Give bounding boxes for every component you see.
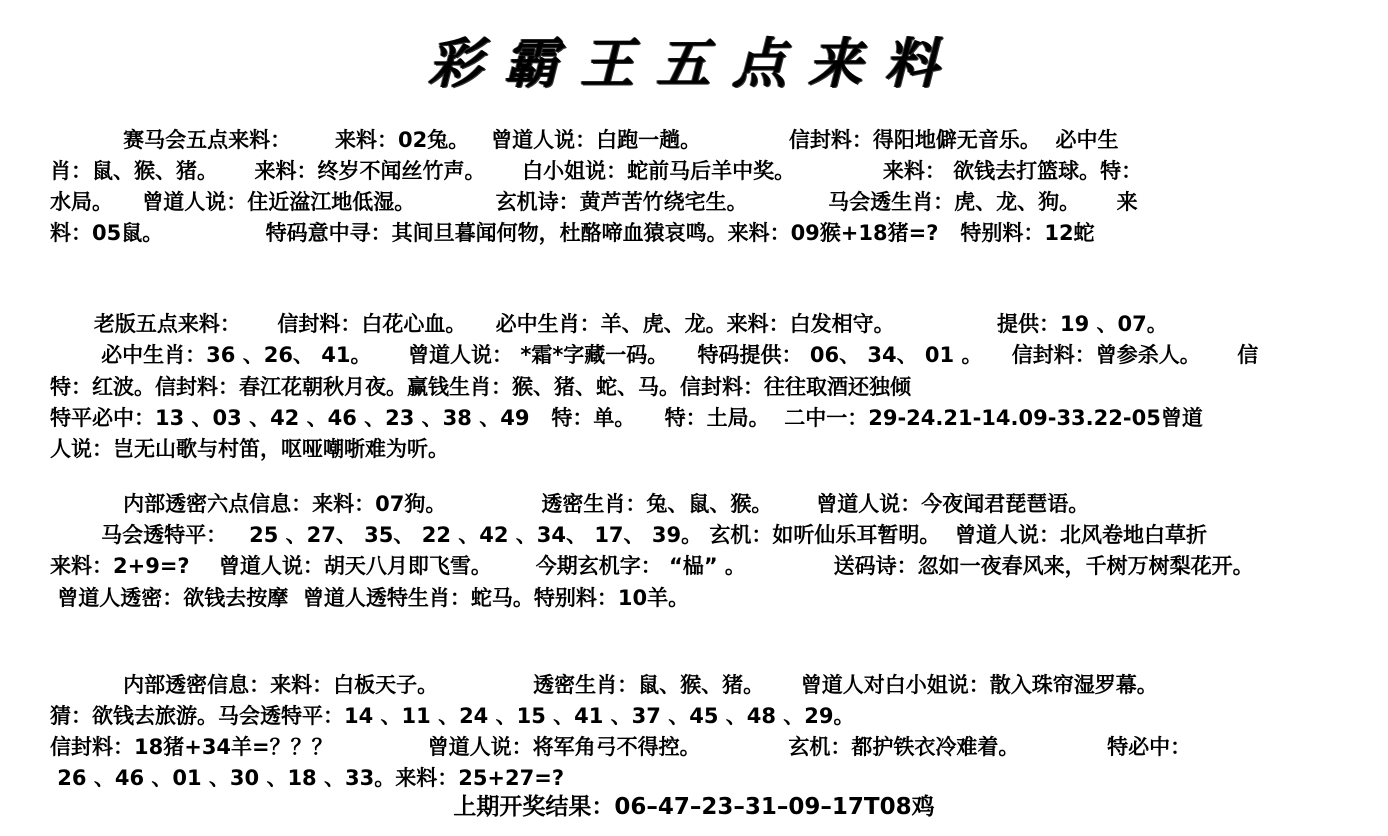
text-line: 料：05鼠。 特码意中寻：其间旦暮闻何物，杜酪啼血猿哀鸣。来料：09猴+18猪=? 特别料：12蛇 (50, 221, 1095, 245)
last-draw-result: 上期开奖结果：06–47–23–31–09–17T08鸡 (453, 794, 935, 820)
page-title: 彩霸王五点来料 (428, 31, 960, 95)
text-line: 信封料：18猪+34羊=？？？ 曾道人说：将军角弓不得控。 玄机：都护铁衣冷难着。 特必中： (50, 735, 1192, 759)
text-line: 水局。 曾道人说：住近湓江地低湿。 玄机诗：黄芦苦竹绕宅生。 马会透生肖：虎、龙、狗。 来 (50, 190, 1138, 214)
text-line: 赛马会五点来料： 来料：02兔。 曾道人说：白跑一趟。 信封料：得阳地僻无音乐。 必中生 (50, 128, 1119, 152)
text-line: 特平必中：13 、03 、42 、46 、23 、38 、49 特：单。 特：土局。 二中一：29-24.21-14.09-33.22-05曾道 (50, 406, 1203, 430)
text-line: 内部透密六点信息：来料：07狗。 透密生肖：兔、鼠、猴。 曾道人说：今夜闻君琵琶语。 (50, 492, 1090, 516)
text-line: 猜：欲钱去旅游。马会透特平：14 、11 、24 、15 、41 、37 、45 、48 、29。 (50, 704, 855, 728)
text-line: 26 、46 、01 、30 、18 、33。来料：25+27=? (50, 766, 565, 790)
text-line: 内部透密信息：来料：白板天子。 透密生肖：鼠、猴、猪。 曾道人对白小姐说：散入珠帘湿罗幕。 (50, 673, 1158, 697)
text-line: 来料：2+9=? 曾道人说：胡天八月即飞雪。 今期玄机字： “榀” 。 送码诗：忽如一夜春风来，千树万树梨花开。 (50, 554, 1254, 578)
text-line: 马会透特平： 25 、27、 35、 22 、42 、34、 17、 39。 玄机：如听仙乐耳暂明。 曾道人说：北风卷地白草折 (50, 523, 1208, 547)
text-line: 必中生肖：36 、26、 41。 曾道人说： *霜*字藏一码。 特码提供： 06、 34、 01 。 信封料：曾参杀人。 信 (50, 343, 1259, 367)
text-line: 老版五点来料： 信封料：白花心血。 必中生肖：羊、虎、龙。来料：白发相守。 提供：19 、07。 (50, 312, 1168, 336)
text-line: 肖：鼠、猴、猪。 来料：终岁不闻丝竹声。 白小姐说：蛇前马后羊中奖。 来料： 欲钱去打篮球。特： (50, 159, 1143, 183)
text-line: 曾道人透密：欲钱去按摩 曾道人透特生肖：蛇马。特别料：10羊。 (50, 586, 690, 610)
text-line: 人说：岂无山歌与村笛，呕哑嘲哳难为听。 (50, 437, 449, 461)
text-line: 特：红波。信封料：春江花朝秋月夜。赢钱生肖：猴、猪、蛇、马。信封料：往往取酒还独倾 (50, 375, 911, 399)
